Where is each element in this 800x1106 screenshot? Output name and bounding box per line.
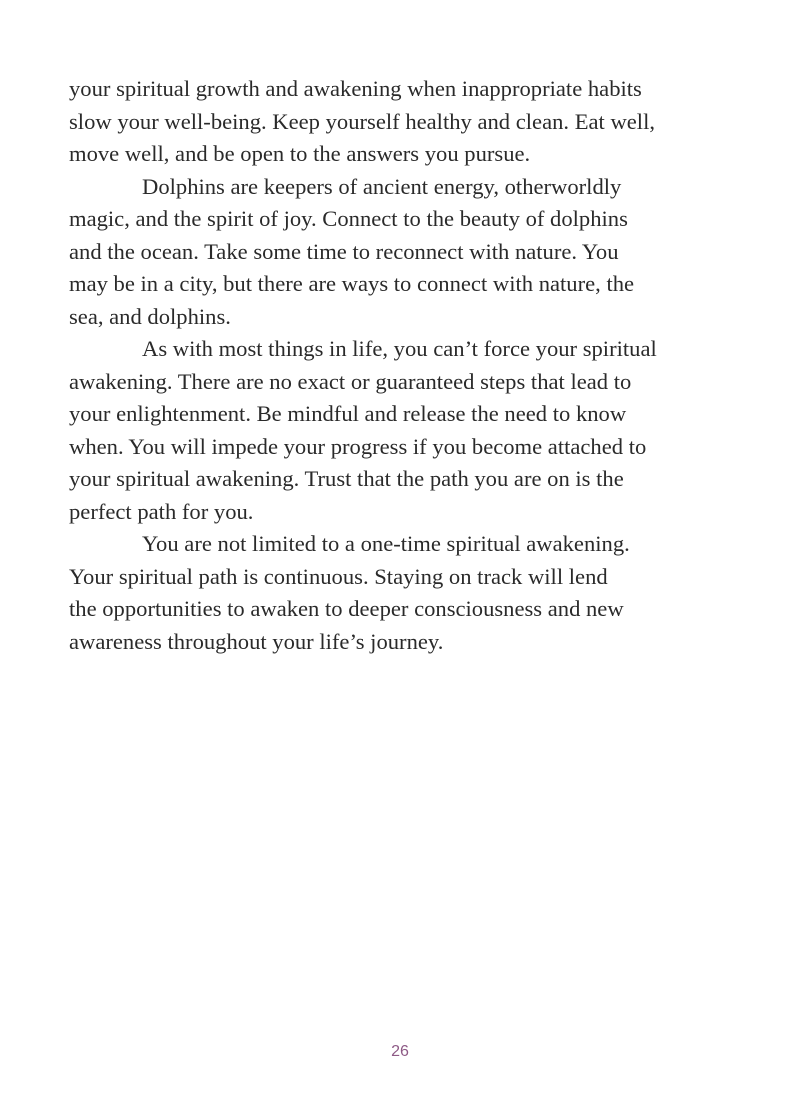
- text-line: your spiritual awakening. Trust that the path you are on is the: [69, 466, 624, 491]
- text-line: when. You will impede your progress if you become attached to: [69, 433, 647, 459]
- text-line: magic, and the spirit of joy. Connect to the beauty of dolphins: [69, 206, 628, 231]
- text-line: slow your well-being. Keep yourself healthy and clean. Eat well,: [69, 108, 655, 134]
- text-line: sea, and dolphins.: [69, 303, 231, 329]
- paragraph-first-line: You are not limited to a one-time spiritual awakening.: [142, 531, 630, 556]
- body-text: [69, 73, 709, 658]
- text-line: awareness throughout your life’s journey.: [69, 628, 444, 654]
- text-line: perfect path for you.: [69, 498, 254, 524]
- paragraph-first-line: As with most things in life, you can’t force your spiritual: [142, 336, 657, 361]
- text-line: awakening. There are no exact or guaranteed steps that lead to: [69, 368, 632, 394]
- text-line: and the ocean. Take some time to reconnect with nature. You: [69, 238, 619, 264]
- paragraph-first-line: Dolphins are keepers of ancient energy, otherworldly: [142, 173, 622, 199]
- text-line: the opportunities to awaken to deeper consciousness and new: [69, 596, 624, 621]
- page-number: 26: [391, 1043, 409, 1060]
- text-line: Your spiritual path is continuous. Staying on track will lend: [69, 563, 608, 589]
- text-line: your spiritual growth and awakening when inappropriate habits: [69, 76, 642, 101]
- text-line: move well, and be open to the answers you pursue.: [69, 141, 531, 166]
- text-line: your enlightenment. Be mindful and release the need to know: [69, 401, 627, 426]
- text-line: may be in a city, but there are ways to connect with nature, the: [69, 271, 635, 296]
